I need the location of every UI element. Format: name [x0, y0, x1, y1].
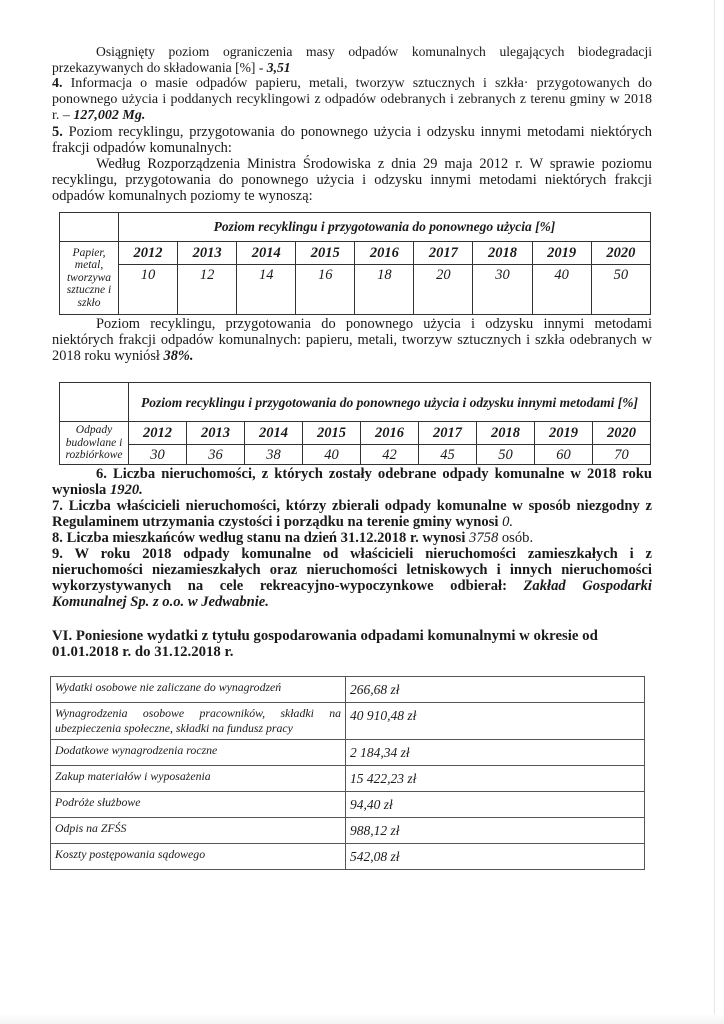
- expense-row: [51, 703, 645, 740]
- empty-corner-cell: [60, 213, 119, 242]
- value-cell: 30: [129, 445, 187, 465]
- paragraph-recycling-result: Poziom recyklingu, przygotowania do ponownego użycia i odzysku innymi metodami niektórych frakcji odpadów komunalnych: papieru, metali, tworzyw sztucznych i szkła odebranych w 2018 roku wyniósł 38%.: [52, 316, 652, 364]
- paragraph-7: 7. Liczba właścicieli nieruchomości, którzy zbierali odpady komunalne w sposób niezgodny z Regulaminem utrzymania czystości i porządku na terenie gminy wynosi 0.: [52, 498, 652, 530]
- paragraph-8: 8. Liczba mieszkańców według stanu na dzień 31.12.2018 r. wynosi 3758 osób.: [52, 530, 534, 546]
- year-cell: 2018: [477, 422, 535, 445]
- value-cell: 42: [361, 445, 419, 465]
- table-title: Poziom recyklingu i przygotowania do ponownego użycia i odzysku innymi metodami [%]: [129, 383, 651, 422]
- noncompliant-owners-value: 0.: [502, 514, 514, 530]
- expense-row: [51, 766, 645, 792]
- year-cell: 2014: [237, 242, 296, 265]
- value-cell: 38: [245, 445, 303, 465]
- value-cell: 14: [237, 265, 296, 315]
- expense-amount: 542,08 zł: [346, 844, 645, 870]
- recycled-mass-value: 127,002 Mg.: [73, 108, 146, 123]
- expense-row: [51, 740, 645, 766]
- item-number-4: 4.: [52, 76, 63, 91]
- paragraph-biodegradable-level: Osiągnięty poziom ograniczenia masy odpadów komunalnych ulegających biodegradacji przekazywanych do składowania [%] - 3,51: [52, 44, 652, 75]
- year-cell: 2013: [187, 422, 245, 445]
- document-page: [52, 44, 652, 870]
- paragraph-9: 9. W roku 2018 odpady komunalne od właścicieli nieruchomości zamieszkałych i z nieruchomości niezamieszkałych oraz nieruchomości letniskowych i innych nieruchomości wykorzystywanych na cele rekreacyjno-wypoczynkowe odbierał: Zakład Gospodarki Komunalnej Sp. z o.o. w Jedwabnie.: [52, 546, 652, 610]
- year-cell: 2019: [535, 422, 593, 445]
- expenses-table: [50, 676, 645, 870]
- value-cell: 10: [119, 265, 178, 315]
- year-cell: 2014: [245, 422, 303, 445]
- year-cell: 2020: [591, 242, 650, 265]
- year-cell: 2018: [473, 242, 532, 265]
- value-cell: 18: [355, 265, 414, 315]
- section-vi-title: VI. Poniesione wydatki z tytułu gospodarowania odpadami komunalnymi w okresie od 01.01.2018 r. do 31.12.2018 r.: [52, 628, 598, 660]
- year-cell: 2019: [532, 242, 591, 265]
- recycling-table-paper-metal: [59, 212, 651, 315]
- expense-label: Podróże służbowe: [51, 792, 346, 818]
- value-cell: 50: [477, 445, 535, 465]
- value-cell: 36: [187, 445, 245, 465]
- year-cell: 2020: [593, 422, 651, 445]
- expense-amount: 2 184,34 zł: [346, 740, 645, 766]
- values-row: [60, 445, 651, 465]
- paragraph-6: 6. Liczba nieruchomości, z których zostały odebrane odpady komunalne w 2018 roku wyniosla 1920.: [52, 466, 652, 498]
- value-cell: 40: [303, 445, 361, 465]
- expense-label: Dodatkowe wynagrodzenia roczne: [51, 740, 346, 766]
- year-cell: 2012: [129, 422, 187, 445]
- expense-row: [51, 792, 645, 818]
- value-cell: 20: [414, 265, 473, 315]
- expense-label: Wydatki osobowe nie zaliczane do wynagrodzeń: [51, 677, 346, 703]
- expense-amount: 266,68 zł: [346, 677, 645, 703]
- expense-row: [51, 677, 645, 703]
- table-header-row: [60, 213, 651, 242]
- biodegradable-level-value: 3,51: [266, 60, 291, 75]
- table-header-row: [60, 383, 651, 422]
- value-cell: 45: [419, 445, 477, 465]
- year-cell: 2017: [419, 422, 477, 445]
- value-cell: 16: [296, 265, 355, 315]
- page-edge: [714, 0, 715, 1024]
- value-cell: 12: [178, 265, 237, 315]
- year-cell: 2015: [296, 242, 355, 265]
- year-cell: 2012: [119, 242, 178, 265]
- table-title: Poziom recyklingu i przygotowania do ponownego użycia [%]: [119, 213, 651, 242]
- value-cell: 50: [591, 265, 650, 315]
- empty-corner-cell: [60, 383, 129, 422]
- paragraph-regulation: Według Rozporządzenia Ministra Środowiska z dnia 29 maja 2012 r. W sprawie poziomu recyklingu, przygotowania do ponownego użycia i odzysku innymi metodami niektórych frakcji odpadów komunalnych poziomy te wynoszą:: [52, 156, 652, 204]
- years-row: [60, 422, 651, 445]
- expense-label: Koszty postępowania sądowego: [51, 844, 346, 870]
- recycling-result-value: 38%.: [163, 348, 194, 364]
- year-cell: 2017: [414, 242, 473, 265]
- expense-label: Odpis na ZFŚS: [51, 818, 346, 844]
- year-cell: 2016: [361, 422, 419, 445]
- value-cell: 70: [593, 445, 651, 465]
- years-row: [60, 242, 651, 265]
- year-cell: 2016: [355, 242, 414, 265]
- expense-amount: 40 910,48 zł: [346, 703, 645, 740]
- values-row: [60, 265, 651, 315]
- paragraph-4: 4. Informacja o masie odpadów papieru, metali, tworzyw sztucznych i szkła· przygotowanych do ponownego użycia i poddanych recyklingowi z odpadów odebranych i zebranych z terenu gminy w 2018 r. – 127,002 Mg.: [52, 76, 652, 123]
- expense-row: [51, 844, 645, 870]
- properties-count-value: 1920.: [109, 482, 143, 498]
- expense-label: Zakup materiałów i wyposażenia: [51, 766, 346, 792]
- expense-amount: 15 422,23 zł: [346, 766, 645, 792]
- expense-label: Wynagrodzenia osobowe pracowników, składki na ubezpieczenia społeczne, składki na fundusz pracy: [51, 703, 346, 740]
- item-number-5: 5.: [52, 124, 63, 140]
- value-cell: 40: [532, 265, 591, 315]
- year-cell: 2015: [303, 422, 361, 445]
- expense-amount: 988,12 zł: [346, 818, 645, 844]
- expense-amount: 94,40 zł: [346, 792, 645, 818]
- page-bottom-shade: [0, 1014, 724, 1024]
- row-label: Odpady budowlane i rozbiórkowe: [60, 422, 129, 465]
- year-cell: 2013: [178, 242, 237, 265]
- expense-row: [51, 818, 645, 844]
- row-label: Papier, metal, tworzywa sztuczne i szkło: [60, 242, 119, 315]
- residents-count-value: 3758: [469, 530, 499, 546]
- paragraph-5: 5. Poziom recyklingu, przygotowania do ponownego użycia i odzysku innymi metodami niektórych frakcji odpadów komunalnych:: [52, 124, 652, 156]
- recycling-table-construction: [59, 382, 651, 465]
- value-cell: 30: [473, 265, 532, 315]
- value-cell: 60: [535, 445, 593, 465]
- waste-collector-name: Zakład Gospodarki Komunalnej Sp. z o.o. w Jedwabnie.: [52, 578, 652, 610]
